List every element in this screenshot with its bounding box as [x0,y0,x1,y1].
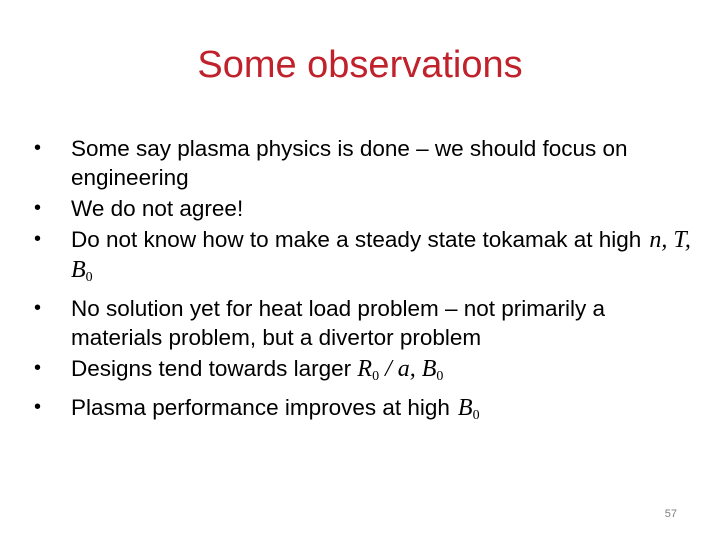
math-subscript: 0 [472,408,480,423]
bullet-icon: • [34,396,42,418]
bullet-text: Some say plasma physics is done – we should focus on engineering [71,136,628,190]
bullet-list [34,134,694,432]
slide-title: Some observations [197,44,523,86]
math-expression [458,395,480,421]
page-number: 57 [664,508,677,520]
bullet-icon: • [34,357,42,379]
bullet-text: We do not agree! [71,196,244,221]
bullet-text: Do not know how to make a steady state tokamak at high [71,227,642,252]
bullet-item [34,194,694,223]
bullet-item [34,134,694,192]
math-var-b: B [457,395,473,421]
math-var-n: n [649,227,662,253]
bullet-item [34,225,694,292]
bullet-icon: • [34,297,42,319]
math-expression: $R_0$ / a, $B_0$ [357,356,444,384]
bullet-text: No solution yet for heat load problem – not primarily a materials problem, but a divertor problem [71,296,606,350]
bullet-item [34,354,694,391]
bullet-icon: • [34,197,42,219]
math-expression: n, T, $B_0$ [71,227,691,285]
bullet-text: Plasma performance improves at high [71,395,450,420]
math-subscript: 0 [85,270,93,285]
math-var-b: B [421,356,437,382]
math-var-t: T [673,227,685,253]
math-var-a: a [397,356,410,382]
bullet-icon: • [34,228,42,250]
bullet-icon: • [34,137,42,159]
bullet-item [34,393,694,430]
bullet-text: Designs tend towards larger [71,356,352,381]
math-subscript: 0 [436,369,444,384]
math-subscript: 0 [372,369,380,384]
bullet-item [34,294,694,352]
math-var-r: R [357,356,373,382]
math-var-b: B [71,257,86,283]
